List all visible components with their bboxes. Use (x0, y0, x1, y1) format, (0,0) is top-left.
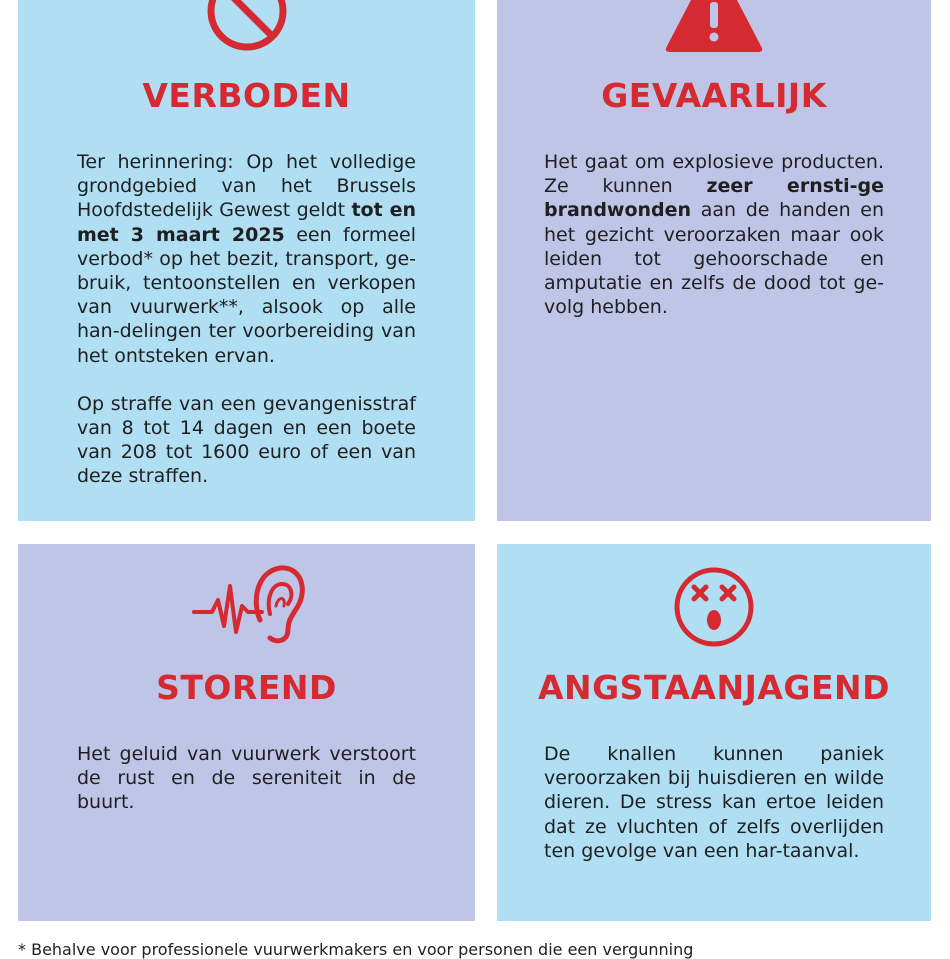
paragraph: Het geluid van vuurwerk verstoort de rust en de sereniteit in de buurt. (77, 743, 416, 814)
bold-text: zeer ernsti-ge brandwonden (544, 175, 884, 222)
footnote: * Behalve voor professionele vuurwerkmakers en voor personen die een vergunning (18, 940, 694, 959)
text: Ter herinnering: Op het volledige grondgebied van het Brussels Hoofdstedelijk Gewest geldt (77, 151, 416, 222)
bold-text: tot en met 3 maart 2025 (77, 199, 416, 246)
paragraph (77, 150, 416, 368)
card-title: ANGSTAANJAGEND (537, 668, 891, 707)
prohibited-icon (206, 0, 288, 52)
card-title: GEVAARLIJK (601, 76, 827, 115)
card-body (544, 742, 884, 863)
card-title: STOREND (156, 668, 337, 707)
text: aan de handen en het gezicht veroorzaken maar ook leiden tot gehoorschade en amputatie en zelfs de dood tot ge-volg hebben. (544, 199, 884, 319)
scared-face-icon (672, 565, 756, 649)
card-body (77, 150, 416, 489)
text: een formeel verbod* op het bezit, transport, ge-bruik, tentoonstellen en verkopen van vuurwerk**, alsook op alle han-delingen ter voorbereiding van het ontsteken ervan. (77, 223, 416, 367)
warning-icon (664, 0, 764, 54)
ear-noise-icon (190, 562, 306, 646)
card-verboden (18, 0, 475, 521)
paragraph: De knallen kunnen paniek veroorzaken bij huisdieren en wilde dieren. De stress kan ertoe leiden dat ze vluchten of zelfs overlijden ten gevolge van een har-taanval. (544, 743, 884, 862)
card-body (544, 150, 884, 319)
card-storend (18, 544, 475, 921)
card-title: VERBODEN (142, 76, 351, 115)
card-gevaarlijk (497, 0, 931, 521)
text: Het gaat om explosieve producten. Ze kunnen (544, 151, 884, 198)
card-body (77, 742, 416, 815)
paragraph (544, 150, 884, 319)
card-angstaanjagend (497, 544, 931, 921)
paragraph: Op straffe van een gevangenisstraf van 8 tot 14 dagen en een boete van 208 tot 1600 euro of een van deze straffen. (77, 392, 416, 488)
